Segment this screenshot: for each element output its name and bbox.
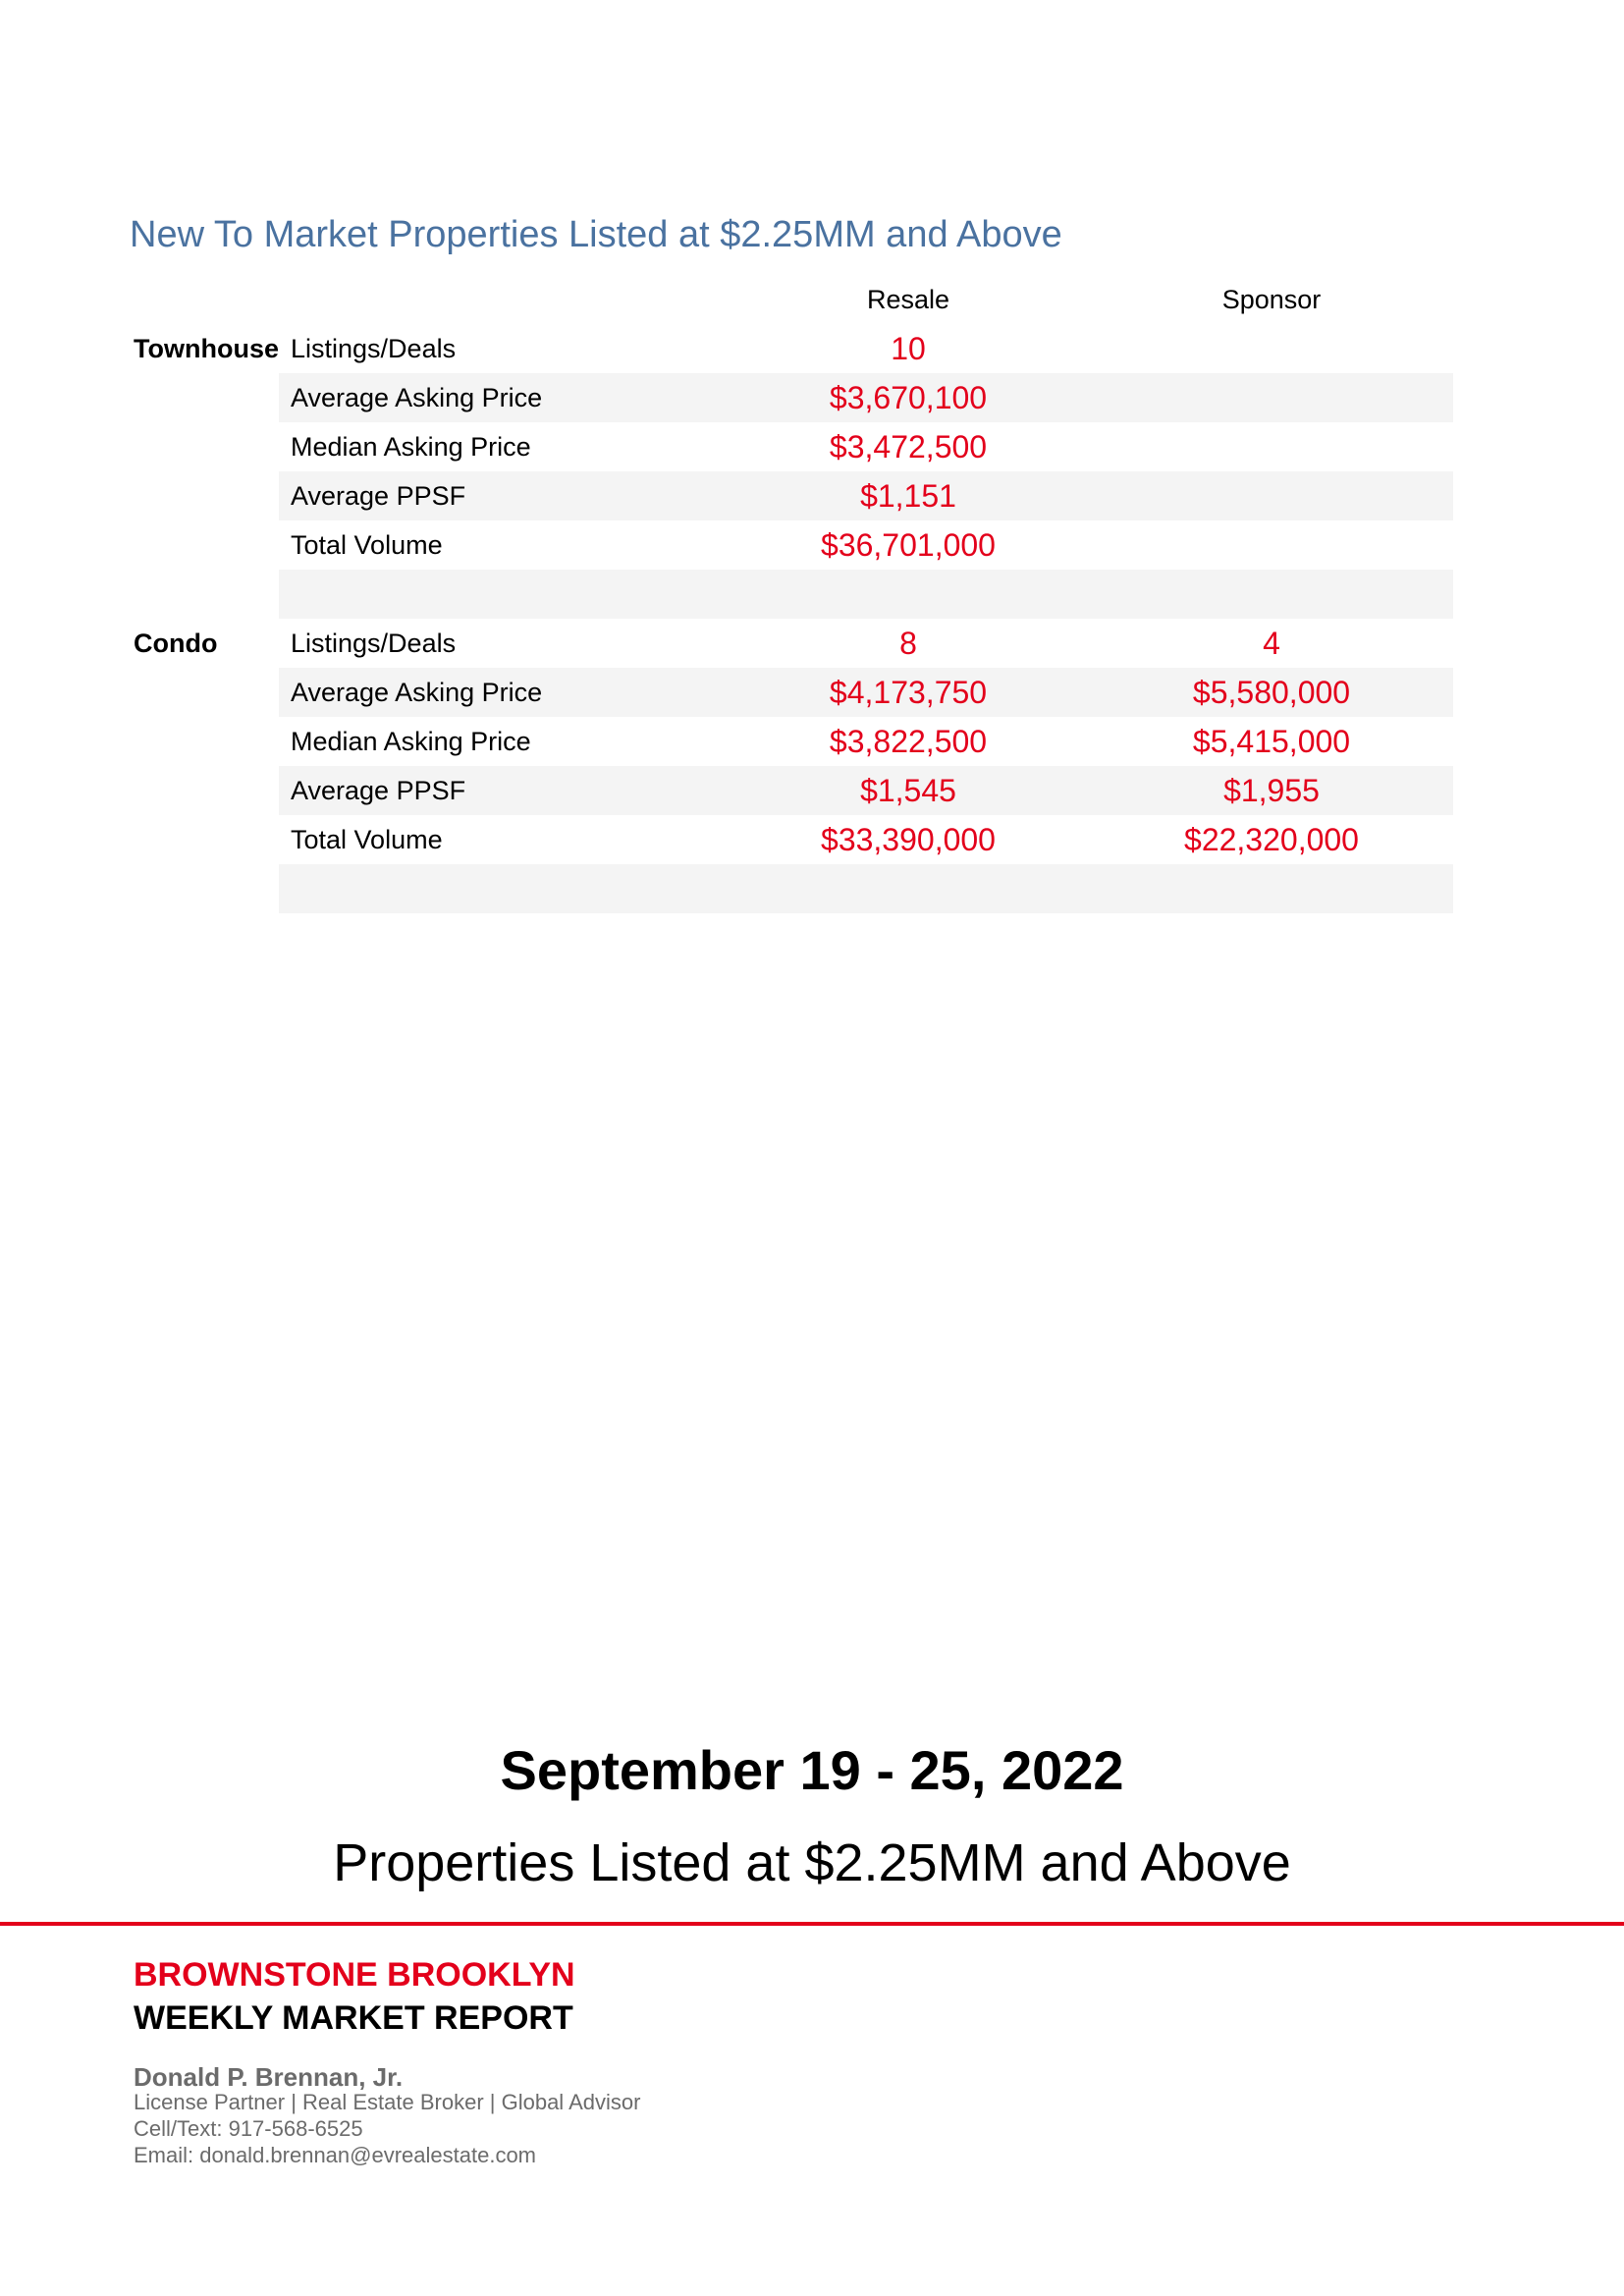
report-subtitle: Properties Listed at $2.25MM and Above [333,1833,1291,1892]
resale-value: 10 [891,331,926,366]
table-row [279,619,1453,668]
table-row [279,471,1453,520]
table-row [279,815,1453,864]
row-label: Total Volume [291,530,443,560]
resale-value: $3,472,500 [829,429,988,465]
brand-name: BROWNSTONE BROOKLYN [134,1956,575,1994]
row-label: Average PPSF [291,481,466,511]
row-label: Average Asking Price [291,383,543,412]
row-label: Total Volume [291,825,443,854]
table-row [279,717,1453,766]
sponsor-value: $22,320,000 [1184,822,1359,857]
brand-report-name: WEEKLY MARKET REPORT [134,1999,573,2037]
section-label: Condo [134,629,218,658]
row-label: Listings/Deals [291,629,457,658]
column-header-sponsor: Sponsor [1221,285,1322,314]
sponsor-value: 4 [1263,626,1280,661]
agent-name: Donald P. Brennan, Jr. [134,2062,404,2092]
row-label: Average PPSF [291,776,466,805]
report-date-range: September 19 - 25, 2022 [500,1739,1124,1801]
resale-value: $36,701,000 [821,527,996,563]
sponsor-value: $5,415,000 [1192,724,1351,759]
table-row [279,668,1453,717]
resale-value: $3,822,500 [829,724,988,759]
agent-phone: Cell/Text: 917-568-6525 [134,2116,363,2141]
row-label: Median Asking Price [291,432,531,462]
footer-divider [0,1922,1624,1926]
table-row [279,324,1453,373]
section-label: Townhouse [134,334,279,363]
resale-value: $1,545 [860,773,956,808]
row-label: Average Asking Price [291,678,543,707]
row-label: Median Asking Price [291,727,531,756]
column-header-resale: Resale [866,285,950,314]
resale-value: $1,151 [860,478,956,514]
resale-value: $4,173,750 [829,675,988,710]
resale-value: $33,390,000 [821,822,996,857]
table-row [279,520,1453,570]
table-row [279,373,1453,422]
sponsor-value: $1,955 [1223,773,1320,808]
sponsor-value: $5,580,000 [1192,675,1351,710]
report-title: New To Market Properties Listed at $2.25MM and Above [130,214,1062,255]
resale-value: $3,670,100 [829,380,988,415]
table-row-spacer [279,864,1453,913]
row-label: Listings/Deals [291,334,457,363]
table-row [279,766,1453,815]
agent-email: Email: donald.brennan@evrealestate.com [134,2143,537,2167]
resale-value: 8 [899,626,917,661]
agent-title: License Partner | Real Estate Broker | Global Advisor [134,2090,641,2114]
table-row-spacer [279,570,1453,619]
table-row [279,422,1453,471]
